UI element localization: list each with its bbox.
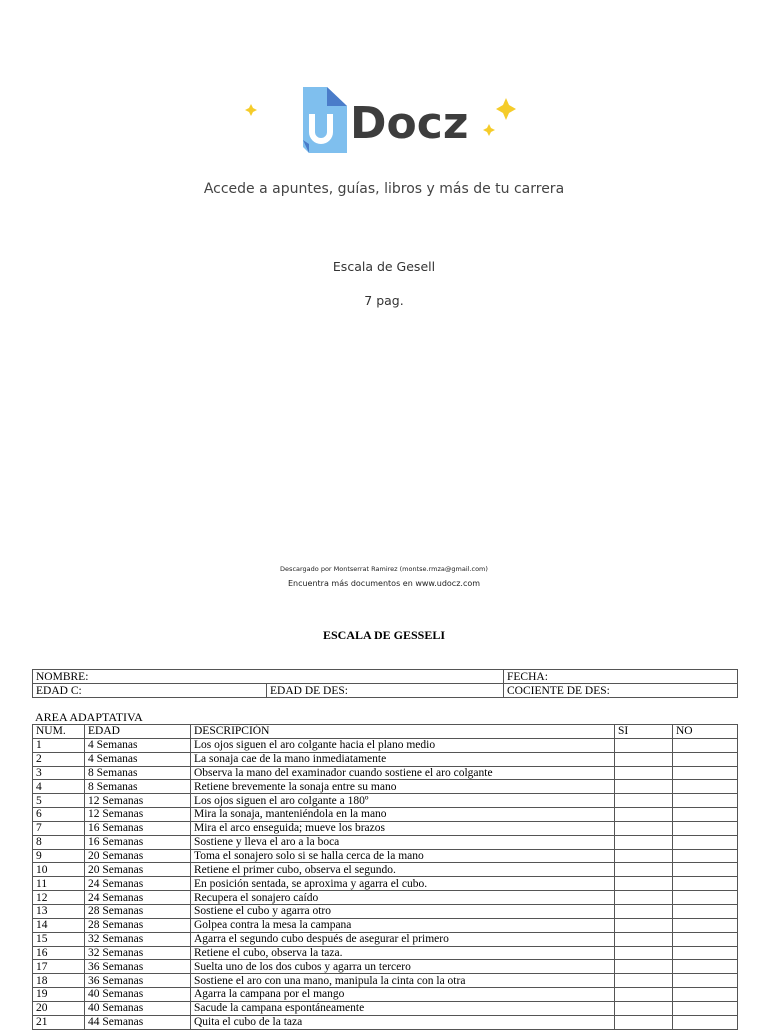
cell-edad: 12 Semanas (85, 794, 191, 808)
cell-edad: 44 Semanas (85, 1015, 191, 1029)
cell-descripcion: Mira la sonaja, manteniéndola en la mano (191, 808, 615, 822)
col-edad: EDAD (85, 725, 191, 739)
cell-descripcion: Recupera el sonajero caído (191, 891, 615, 905)
table-row (33, 946, 738, 960)
cell-si-checkbox[interactable] (615, 988, 673, 1002)
cell-si-checkbox[interactable] (615, 1001, 673, 1015)
cell-si-checkbox[interactable] (615, 863, 673, 877)
table-row (33, 808, 738, 822)
col-no: NO (673, 725, 738, 739)
cell-edad: 4 Semanas (85, 752, 191, 766)
cell-edad: 24 Semanas (85, 891, 191, 905)
cell-no-checkbox[interactable] (673, 988, 738, 1002)
cell-descripcion: Los ojos siguen el aro colgante a 180º (191, 794, 615, 808)
cell-edad: 20 Semanas (85, 863, 191, 877)
cell-descripcion: Sostiene el cubo y agarra otro (191, 904, 615, 918)
cell-si-checkbox[interactable] (615, 891, 673, 905)
fecha-field[interactable]: FECHA: (504, 670, 738, 684)
cell-si-checkbox[interactable] (615, 738, 673, 752)
cell-descripcion: Suelta uno de los dos cubos y agarra un tercero (191, 960, 615, 974)
sparkle-icon (245, 104, 257, 116)
cell-descripcion: Golpea contra la mesa la campana (191, 918, 615, 932)
cell-no-checkbox[interactable] (673, 766, 738, 780)
cell-edad: 36 Semanas (85, 974, 191, 988)
cell-num: 2 (33, 752, 85, 766)
cell-no-checkbox[interactable] (673, 960, 738, 974)
cell-edad: 32 Semanas (85, 946, 191, 960)
cell-descripcion: Quita el cubo de la taza (191, 1015, 615, 1029)
cell-descripcion: Observa la mano del examinador cuando sostiene el aro colgante (191, 766, 615, 780)
cell-si-checkbox[interactable] (615, 780, 673, 794)
cell-no-checkbox[interactable] (673, 738, 738, 752)
table-row (33, 891, 738, 905)
cell-edad: 40 Semanas (85, 988, 191, 1002)
cell-num: 9 (33, 849, 85, 863)
cell-num: 15 (33, 932, 85, 946)
cell-si-checkbox[interactable] (615, 946, 673, 960)
downloaded-by: Descargado por Montserrat Ramirez (montse.rmza@gmail.com) (280, 565, 488, 573)
cell-descripcion: Retiene brevemente la sonaja entre su mano (191, 780, 615, 794)
cell-descripcion: Retiene el primer cubo, observa el segundo. (191, 863, 615, 877)
cociente-field[interactable]: COCIENTE DE DES: (504, 684, 738, 698)
table-row (33, 918, 738, 932)
cell-num: 6 (33, 808, 85, 822)
cell-si-checkbox[interactable] (615, 794, 673, 808)
cell-no-checkbox[interactable] (673, 891, 738, 905)
cell-si-checkbox[interactable] (615, 849, 673, 863)
cell-edad: 28 Semanas (85, 904, 191, 918)
patient-info-table (32, 669, 738, 698)
table-row (33, 766, 738, 780)
cell-descripcion: Sacude la campana espontáneamente (191, 1001, 615, 1015)
scale-heading: ESCALA DE GESSELI (322, 628, 446, 642)
edad-c-field[interactable]: EDAD C: (33, 684, 267, 698)
cell-edad: 4 Semanas (85, 738, 191, 752)
cell-si-checkbox[interactable] (615, 932, 673, 946)
table-row (33, 863, 738, 877)
cell-descripcion: Toma el sonajero solo si se halla cerca de la mano (191, 849, 615, 863)
cell-num: 14 (33, 918, 85, 932)
cell-edad: 16 Semanas (85, 821, 191, 835)
cell-si-checkbox[interactable] (615, 877, 673, 891)
cell-no-checkbox[interactable] (673, 808, 738, 822)
cell-si-checkbox[interactable] (615, 904, 673, 918)
cell-si-checkbox[interactable] (615, 766, 673, 780)
cell-num: 4 (33, 780, 85, 794)
area-title: AREA ADAPTATIVA (35, 710, 143, 724)
svg-text:Docz: Docz (350, 98, 469, 149)
cell-edad: 8 Semanas (85, 766, 191, 780)
udocz-logo (240, 84, 530, 158)
cell-num: 13 (33, 904, 85, 918)
cell-num: 17 (33, 960, 85, 974)
table-row (33, 877, 738, 891)
cell-no-checkbox[interactable] (673, 780, 738, 794)
cell-descripcion: En posición sentada, se aproxima y agarra el cubo. (191, 877, 615, 891)
cell-no-checkbox[interactable] (673, 752, 738, 766)
cell-no-checkbox[interactable] (673, 904, 738, 918)
more-documents-link[interactable]: Encuentra más documentos en www.udocz.com (287, 579, 481, 588)
table-row (33, 821, 738, 835)
col-descripcion: DESCRIPCIÓN (191, 725, 615, 739)
cell-num: 10 (33, 863, 85, 877)
cell-edad: 16 Semanas (85, 835, 191, 849)
table-row (33, 904, 738, 918)
cell-descripcion: Sostiene el aro con una mano, manipula la cinta con la otra (191, 974, 615, 988)
cell-num: 20 (33, 1001, 85, 1015)
col-num: NUM. (33, 725, 85, 739)
cell-si-checkbox[interactable] (615, 835, 673, 849)
cell-no-checkbox[interactable] (673, 932, 738, 946)
cell-descripcion: Retiene el cubo, observa la taza. (191, 946, 615, 960)
sparkle-icon (496, 98, 516, 120)
cell-descripcion: La sonaja cae de la mano inmediatamente (191, 752, 615, 766)
cell-no-checkbox[interactable] (673, 821, 738, 835)
nombre-field[interactable]: NOMBRE: (33, 670, 504, 684)
cell-no-checkbox[interactable] (673, 835, 738, 849)
cell-edad: 32 Semanas (85, 932, 191, 946)
cell-descripcion: Los ojos siguen el aro colgante hacia el plano medio (191, 738, 615, 752)
cell-no-checkbox[interactable] (673, 849, 738, 863)
cell-no-checkbox[interactable] (673, 974, 738, 988)
cell-no-checkbox[interactable] (673, 794, 738, 808)
document-title: Escala de Gesell (332, 259, 436, 274)
cell-num: 7 (33, 821, 85, 835)
table-row (33, 835, 738, 849)
cell-num: 19 (33, 988, 85, 1002)
cell-num: 3 (33, 766, 85, 780)
cell-num: 5 (33, 794, 85, 808)
adaptive-area-table (32, 724, 738, 1030)
cell-edad: 36 Semanas (85, 960, 191, 974)
cell-si-checkbox[interactable] (615, 808, 673, 822)
cell-edad: 20 Semanas (85, 849, 191, 863)
table-row (33, 780, 738, 794)
cell-si-checkbox[interactable] (615, 918, 673, 932)
cell-no-checkbox[interactable] (673, 946, 738, 960)
table-row (33, 1001, 738, 1015)
cell-no-checkbox[interactable] (673, 863, 738, 877)
cell-num: 8 (33, 835, 85, 849)
cell-edad: 8 Semanas (85, 780, 191, 794)
cell-no-checkbox[interactable] (673, 918, 738, 932)
table-row (33, 960, 738, 974)
col-si: SI (615, 725, 673, 739)
cell-num: 11 (33, 877, 85, 891)
cell-edad: 12 Semanas (85, 808, 191, 822)
cell-edad: 28 Semanas (85, 918, 191, 932)
table-row (33, 1015, 738, 1029)
table-row (33, 849, 738, 863)
cell-edad: 40 Semanas (85, 1001, 191, 1015)
cell-no-checkbox[interactable] (673, 1001, 738, 1015)
cell-num: 1 (33, 738, 85, 752)
table-row (33, 988, 738, 1002)
table-row (33, 974, 738, 988)
cell-num: 21 (33, 1015, 85, 1029)
cell-si-checkbox[interactable] (615, 752, 673, 766)
cell-edad: 24 Semanas (85, 877, 191, 891)
cell-descripcion: Sostiene y lleva el aro a la boca (191, 835, 615, 849)
tagline: Accede a apuntes, guías, libros y más de tu carrera (203, 181, 565, 197)
cell-si-checkbox[interactable] (615, 821, 673, 835)
cell-num: 16 (33, 946, 85, 960)
cell-descripcion: Agarra la campana por el mango (191, 988, 615, 1002)
table-header (33, 725, 738, 739)
cell-descripcion: Agarra el segundo cubo después de asegurar el primero (191, 932, 615, 946)
cell-num: 12 (33, 891, 85, 905)
table-row (33, 752, 738, 766)
table-row (33, 738, 738, 752)
table-row (33, 794, 738, 808)
sparkle-icon (483, 124, 495, 136)
edad-des-field[interactable]: EDAD DE DES: (267, 684, 504, 698)
cell-descripcion: Mira el arco enseguida; mueve los brazos (191, 821, 615, 835)
cell-num: 18 (33, 974, 85, 988)
cell-no-checkbox[interactable] (673, 877, 738, 891)
cell-si-checkbox[interactable] (615, 1015, 673, 1029)
cell-si-checkbox[interactable] (615, 960, 673, 974)
cell-no-checkbox[interactable] (673, 1015, 738, 1029)
page-count: 7 pag. (364, 293, 404, 308)
cell-si-checkbox[interactable] (615, 974, 673, 988)
table-row (33, 932, 738, 946)
